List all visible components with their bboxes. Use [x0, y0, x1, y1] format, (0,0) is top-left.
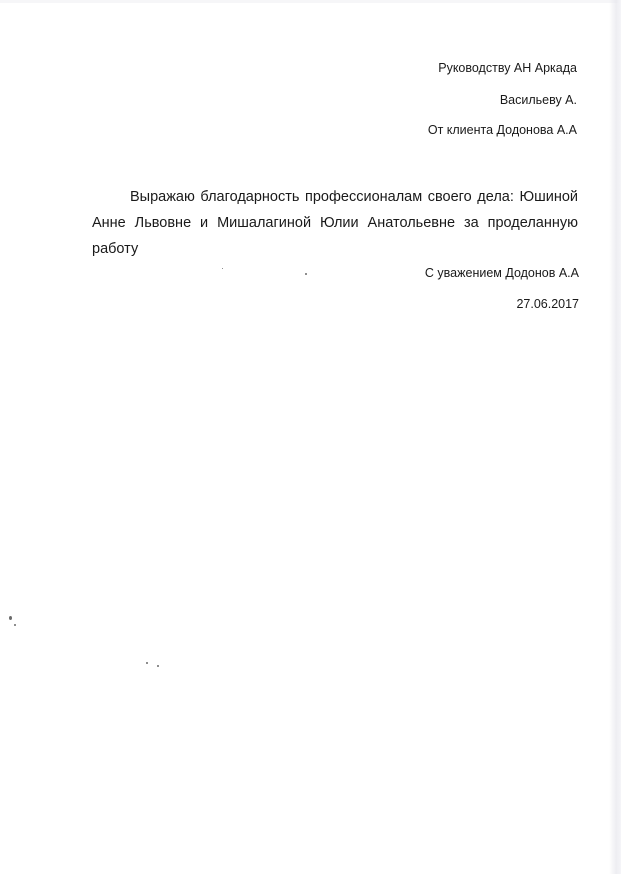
scan-speck — [9, 616, 12, 620]
letter-body: Выражаю благодарность профессионалам своего дела: Юшиной Анне Львовне и Мишалагиной Юлии Анатольевне за проделанную работу — [92, 189, 578, 257]
scan-edge-top — [0, 0, 621, 3]
scan-speck — [305, 273, 307, 275]
scan-speck — [14, 624, 16, 626]
scan-speck — [222, 268, 223, 269]
addressee-organization: Руководству АН Аркада — [438, 61, 577, 75]
signature-line: С уважением Додонов А.А — [424, 266, 579, 280]
sender-line: От клиента Додонова А.А — [427, 123, 577, 137]
scan-speck — [157, 665, 159, 667]
addressee-person: Васильеву А. — [499, 93, 577, 107]
scan-edge-right — [609, 0, 621, 874]
scan-speck — [146, 662, 148, 664]
letter-date: 27.06.2017 — [516, 297, 579, 311]
